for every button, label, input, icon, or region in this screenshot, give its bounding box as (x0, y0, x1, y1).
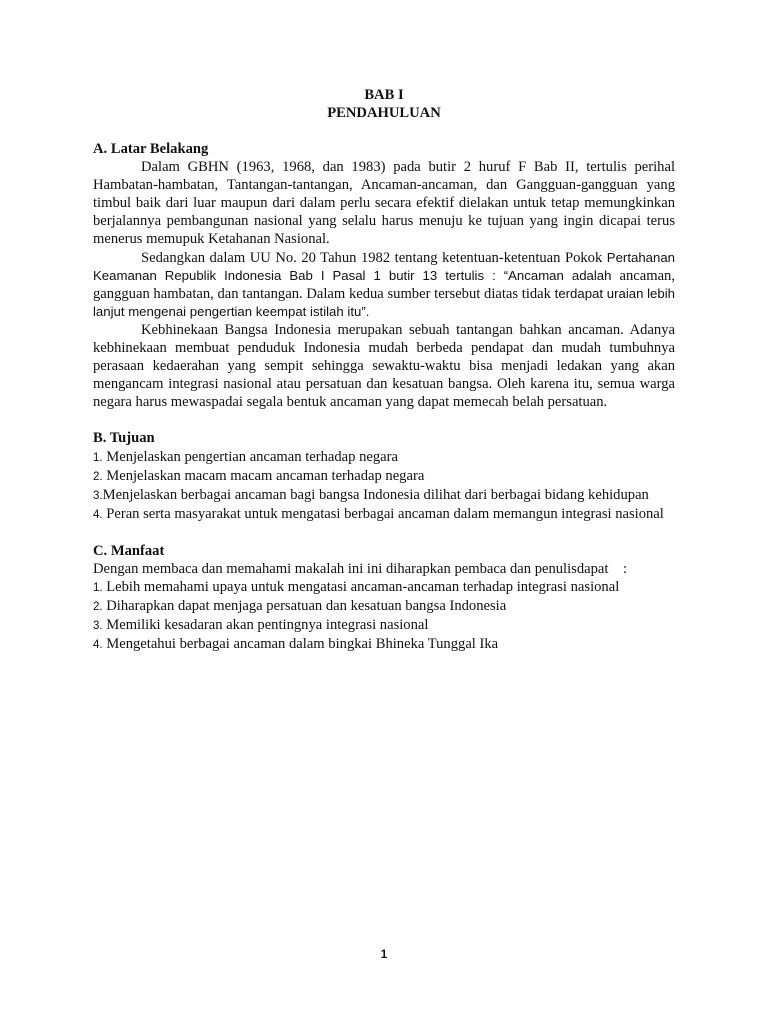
list-number: 4. (93, 639, 103, 652)
document-body (93, 86, 675, 654)
list-text: Diharapkan dapat menjaga persatuan dan kesatuan bangsa Indonesia (102, 598, 507, 615)
section-a-paragraph-3: Kebhinekaan Bangsa Indonesia merupakan sebuah tantangan bahkan ancaman. Adanya kebhinekaan membuat penduduk Indonesia mudah berbeda pendapat dan mudah tumbuhnya perasaan kedaerahan yang sempit sehingga sewaktu-waktu bisa menjadi ledakan yang akan mengancam integrasi nasional atau persatuan dan kesatuan bangsa. Oleh karena itu, semua warga negara harus mewaspadai segala bentuk ancaman yang dapat memecah belah persatuan. (93, 321, 675, 411)
paragraph-2-line-2: Pertahanan Keamanan Republik Indonesia Bab I Pasal 1 butir 13 tertulis : “Ancaman adalah (93, 249, 675, 283)
section-b-heading: B. Tujuan (93, 430, 155, 447)
list-number: 1. (93, 451, 103, 464)
list-item (93, 486, 675, 505)
list-number: 2. (93, 470, 103, 483)
list-number: 3. (93, 620, 103, 633)
list-item (93, 467, 675, 486)
intro-colon: : (623, 560, 628, 577)
list-item (93, 505, 675, 524)
list-text: Memiliki kesadaran akan pentingnya integrasi nasional (102, 617, 429, 634)
section-a-paragraph-1: Dalam GBHN (1963, 1968, dan 1983) pada butir 2 huruf F Bab II, tertulis perihal Hambatan-hambatan, Tantangan-tantangan, Ancaman-ancaman, dan Gangguan-gangguan yang timbul baik dari luar maupun dari dalam perlu secara efektif dielakan untuk tetap memungkinkan berjalannya pembangunan nasional yang selalu harus menuju ke tujuan yang ingin dicapai terus menerus memupuk Ketahanan Nasional. (93, 159, 675, 248)
paragraph-2-line-4: terdapat uraian lebih lanjut mengenai pengertian keempat istilah itu”. (93, 285, 675, 319)
list-item (93, 616, 675, 635)
list-number: 4. (93, 508, 103, 521)
list-item (93, 448, 675, 467)
list-text: Mengetahui berbagai ancaman dalam bingkai Bhineka Tunggal Ika (102, 636, 499, 653)
section-a-paragraph-2 (93, 249, 675, 321)
list-text: Lebih memahami upaya untuk mengatasi ancaman-ancaman terhadap integrasi nasional (102, 579, 620, 596)
page-number: 1 (380, 949, 388, 961)
chapter-number: BAB I (364, 87, 404, 103)
list-text: Menjelaskan berbagai ancaman bagi bangsa Indonesia dilihat dari berbagai bidang kehidupan (102, 486, 649, 503)
paragraph-2-line-3: ancaman, gangguan hambatan, dan tantangan. Dalam kedua sumber tersebut diatas tidak (93, 267, 676, 302)
list-item (93, 578, 675, 597)
section-c-intro (93, 560, 675, 578)
intro-text: Dengan membaca dan memahami makalah ini ini diharapkan pembaca dan penulisdapat (93, 560, 609, 577)
chapter-title: PENDAHULUAN (327, 105, 441, 121)
list-text: Menjelaskan pengertian ancaman terhadap negara (102, 448, 398, 465)
list-text: Menjelaskan macam macam ancaman terhadap negara (102, 467, 425, 484)
list-item (93, 597, 675, 616)
list-number: 1. (93, 582, 103, 595)
section-a-heading: A. Latar Belakang (93, 141, 209, 157)
section-c-heading: C. Manfaat (93, 542, 165, 559)
paragraph-2-line-1: Sedangkan dalam UU No. 20 Tahun 1982 tentang ketentuan-ketentuan Pokok (141, 249, 603, 266)
list-item (93, 635, 675, 654)
list-text: Peran serta masyarakat untuk mengatasi berbagai ancaman dalam memangun integrasi nasional (102, 505, 664, 522)
list-number: 2. (93, 601, 103, 614)
list-number: 3. (93, 489, 103, 502)
